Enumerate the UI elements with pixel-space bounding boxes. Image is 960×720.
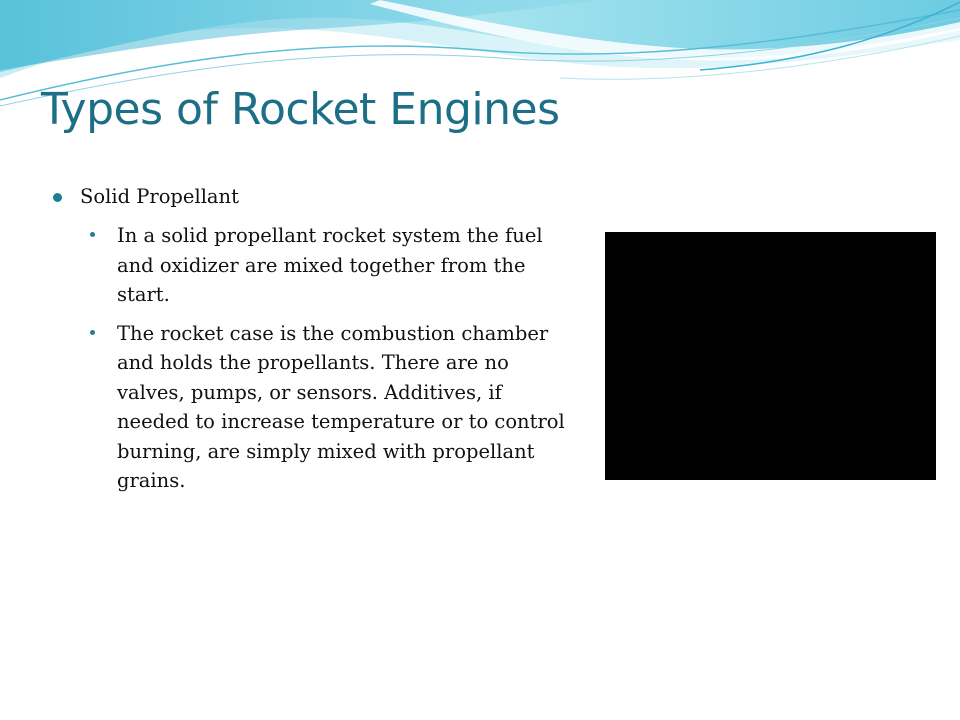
sub-bullet-item xyxy=(50,319,580,496)
bullet-item xyxy=(50,183,580,211)
sub-bullet-dot-icon xyxy=(90,232,95,237)
bullet-text: Solid Propellant xyxy=(80,185,239,208)
sub-bullet-text: In a solid propellant rocket system the fuel and oxidizer are mixed together from the start. xyxy=(117,224,543,306)
sub-bullet-item xyxy=(50,221,580,310)
sub-bullet-dot-icon xyxy=(90,330,95,335)
content-body xyxy=(50,183,580,505)
bullet-dot-icon xyxy=(53,193,62,202)
sub-bullet-text: The rocket case is the combustion chamber and holds the propellants. There are no valves, pumps, or sensors. Additives, if needed to increase temperature or to control burning, are simply mixed with propellant grains. xyxy=(117,321,565,492)
image-placeholder xyxy=(605,232,936,480)
slide-title: Types of Rocket Engines xyxy=(41,84,560,135)
